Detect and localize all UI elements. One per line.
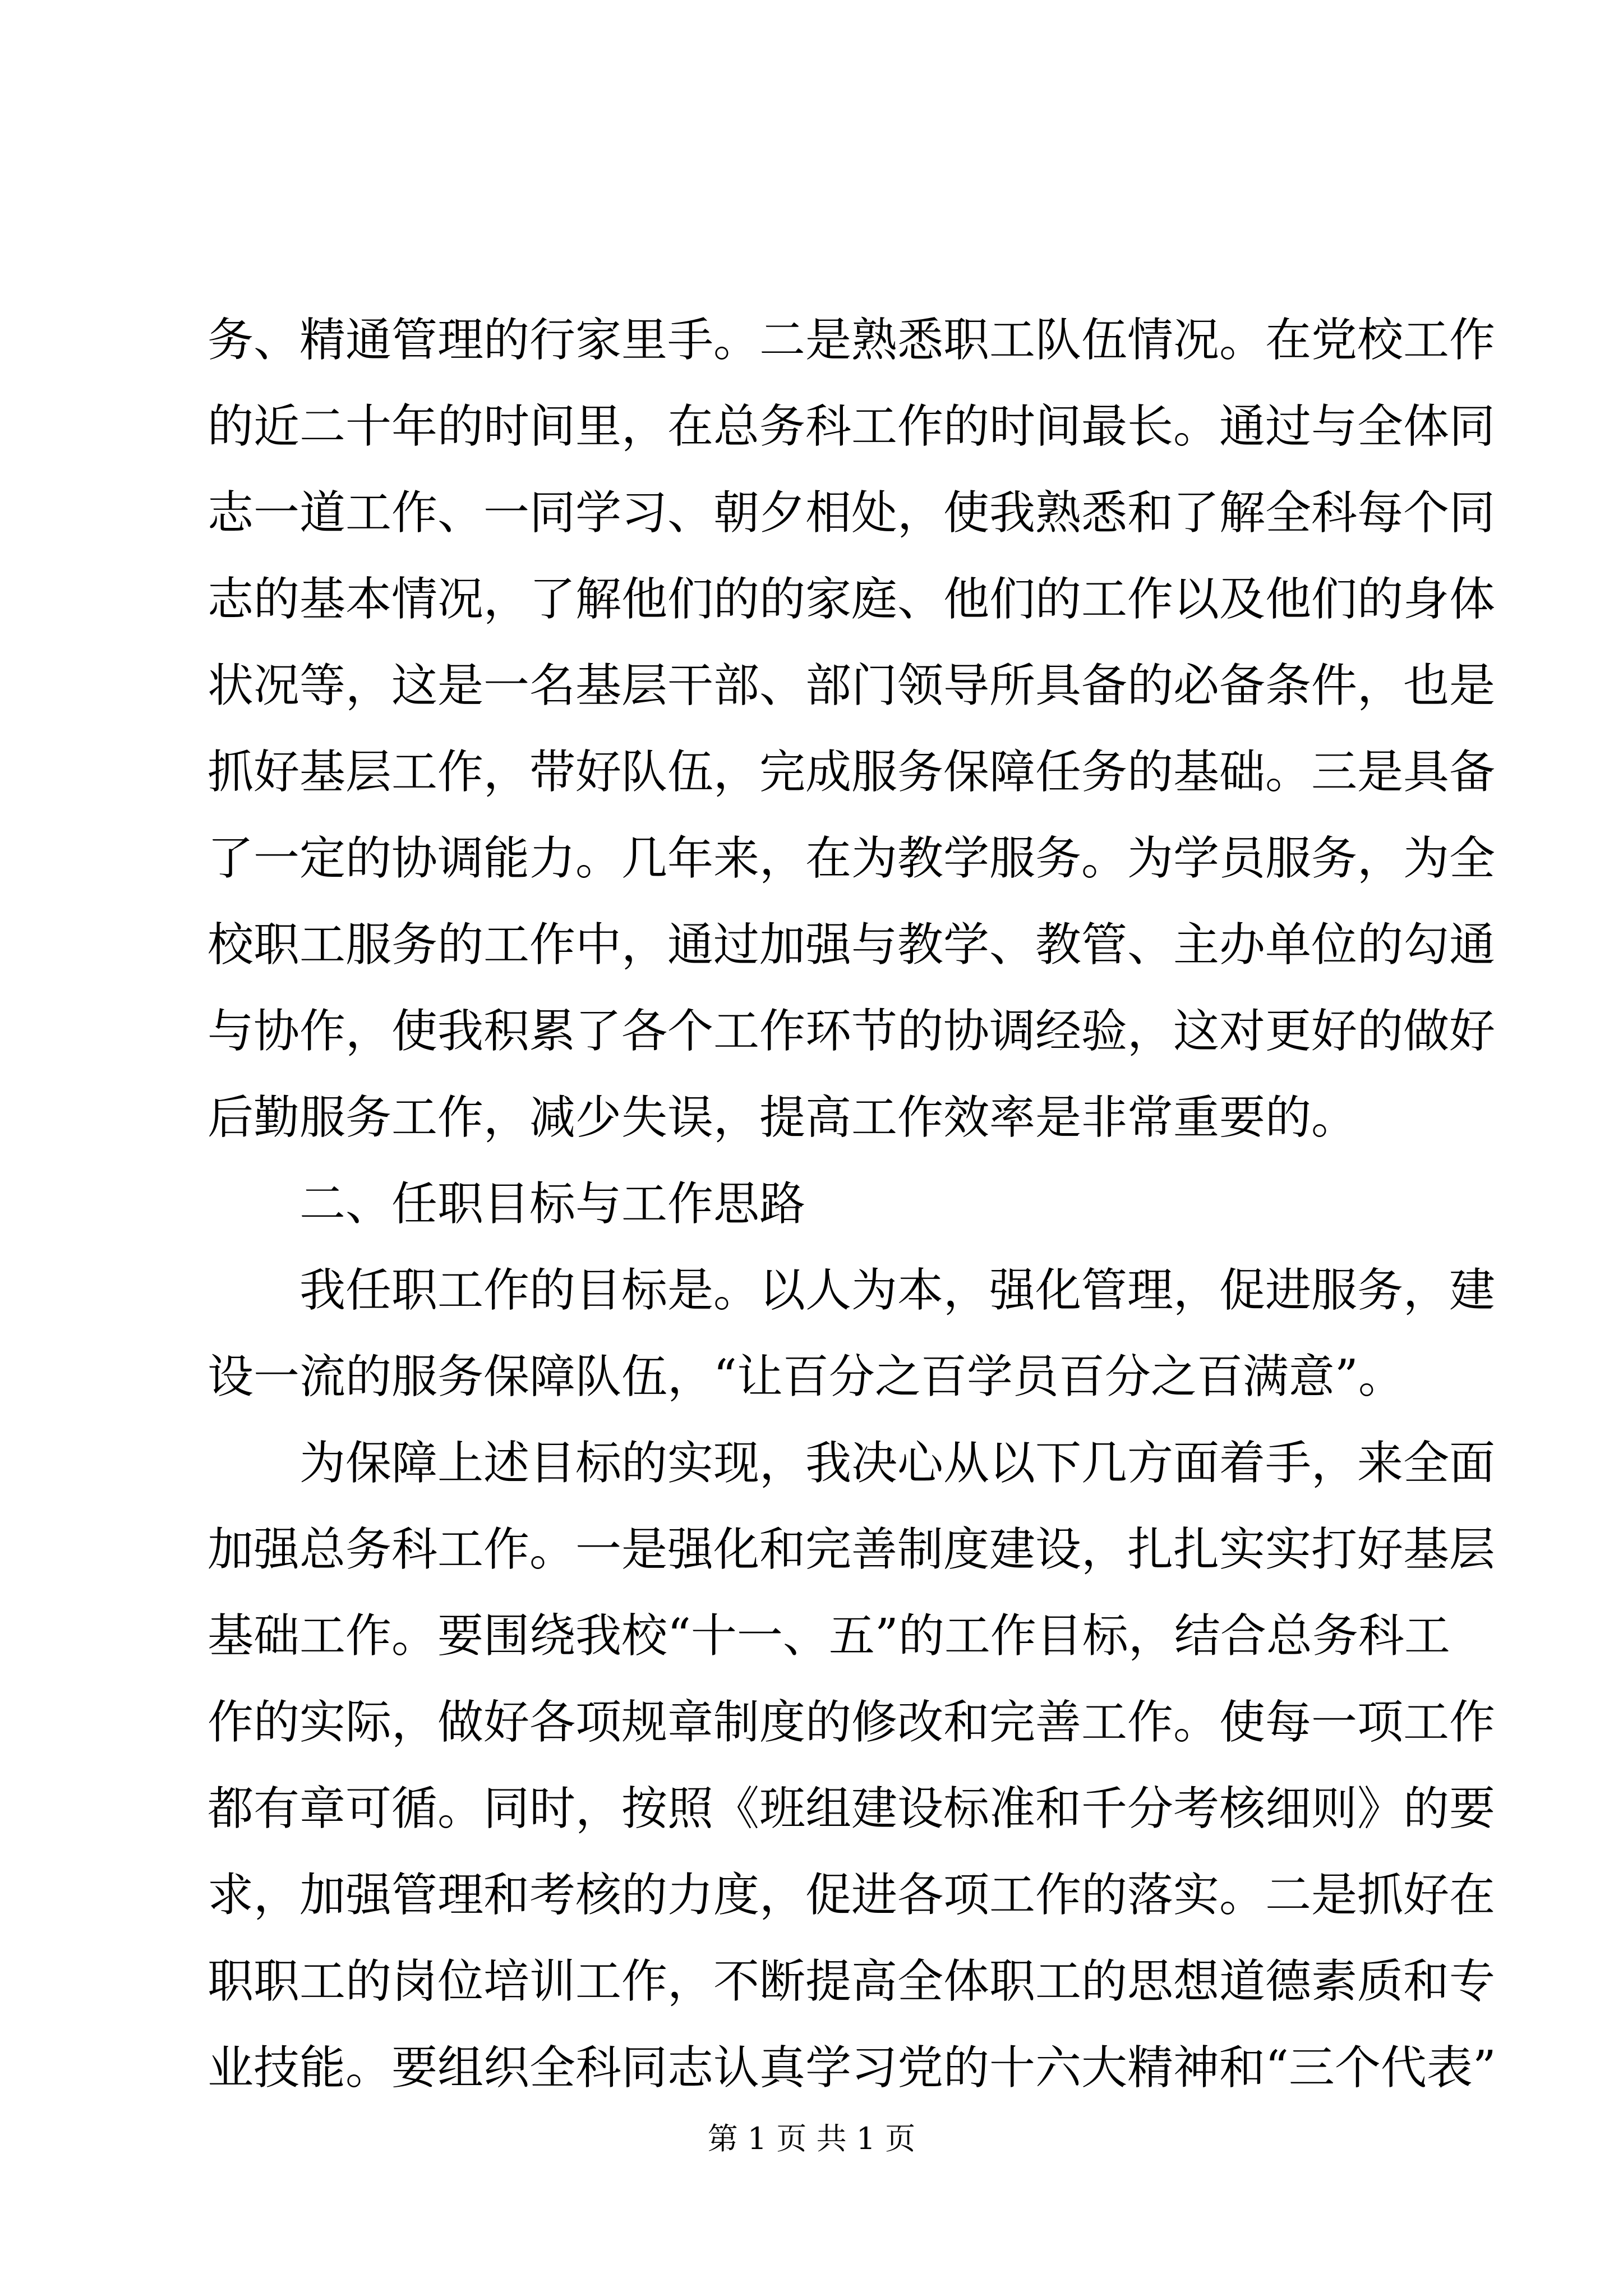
text-line: 后勤服务工作，减少失误，提高工作效率是非常重要的。 bbox=[208, 1091, 1358, 1144]
text-line: 了一定的协调能力。几年来，在为教学服务。为学员服务，为全 bbox=[208, 832, 1496, 885]
text-line: 与协作，使我积累了各个工作环节的协调经验，这对更好的做好 bbox=[208, 1005, 1496, 1058]
text-line: 设一流的服务保障队伍，“让百分之百学员百分之百满意”。 bbox=[208, 1350, 1404, 1404]
text-line: 为保障上述目标的实现，我决心从以下几方面着手，来全面 bbox=[299, 1437, 1496, 1490]
text-line: 都有章可循。同时，按照《班组建设标准和千分考核细则》的要 bbox=[208, 1782, 1496, 1835]
text-line: 基础工作。要围绕我校“十一、五”的工作目标，结合总务科工 bbox=[208, 1609, 1450, 1663]
page-footer: 第 1 页 共 1 页 bbox=[707, 2121, 916, 2156]
text-line: 职职工的岗位培训工作，不断提高全体职工的思想道德素质和专 bbox=[208, 1955, 1496, 2008]
text-line: 加强总务科工作。一是强化和完善制度建设，扎扎实实打好基层 bbox=[208, 1523, 1496, 1576]
text-line: 志的基本情况，了解他们的的家庭、他们的工作以及他们的身体 bbox=[208, 573, 1496, 626]
text-line: 务、精通管理的行家里手。二是熟悉职工队伍情况。在党校工作 bbox=[208, 314, 1496, 367]
text-line: 我任职工作的目标是。以人为本，强化管理，促进服务，建 bbox=[299, 1264, 1496, 1317]
text-line: 状况等，这是一名基层干部、部门领导所具备的必备条件，也是 bbox=[208, 659, 1496, 712]
text-line: 业技能。要组织全科同志认真学习党的十六大精神和“三个代表” bbox=[208, 2041, 1496, 2095]
text-line: 作的实际，做好各项规章制度的修改和完善工作。使每一项工作 bbox=[208, 1696, 1496, 1749]
text-line: 志一道工作、一同学习、朝夕相处，使我熟悉和了解全科每个同 bbox=[208, 486, 1496, 540]
document-body bbox=[208, 297, 1496, 2111]
section-heading: 二、任职目标与工作思路 bbox=[299, 1177, 806, 1231]
text-line: 抓好基层工作，带好队伍，完成服务保障任务的基础。三是具备 bbox=[208, 746, 1496, 799]
text-line: 求，加强管理和考核的力度，促进各项工作的落实。二是抓好在 bbox=[208, 1869, 1496, 1922]
text-line: 校职工服务的工作中，通过加强与教学、教管、主办单位的勾通 bbox=[208, 918, 1496, 972]
text-line: 的近二十年的时间里，在总务科工作的时间最长。通过与全体同 bbox=[208, 400, 1496, 453]
